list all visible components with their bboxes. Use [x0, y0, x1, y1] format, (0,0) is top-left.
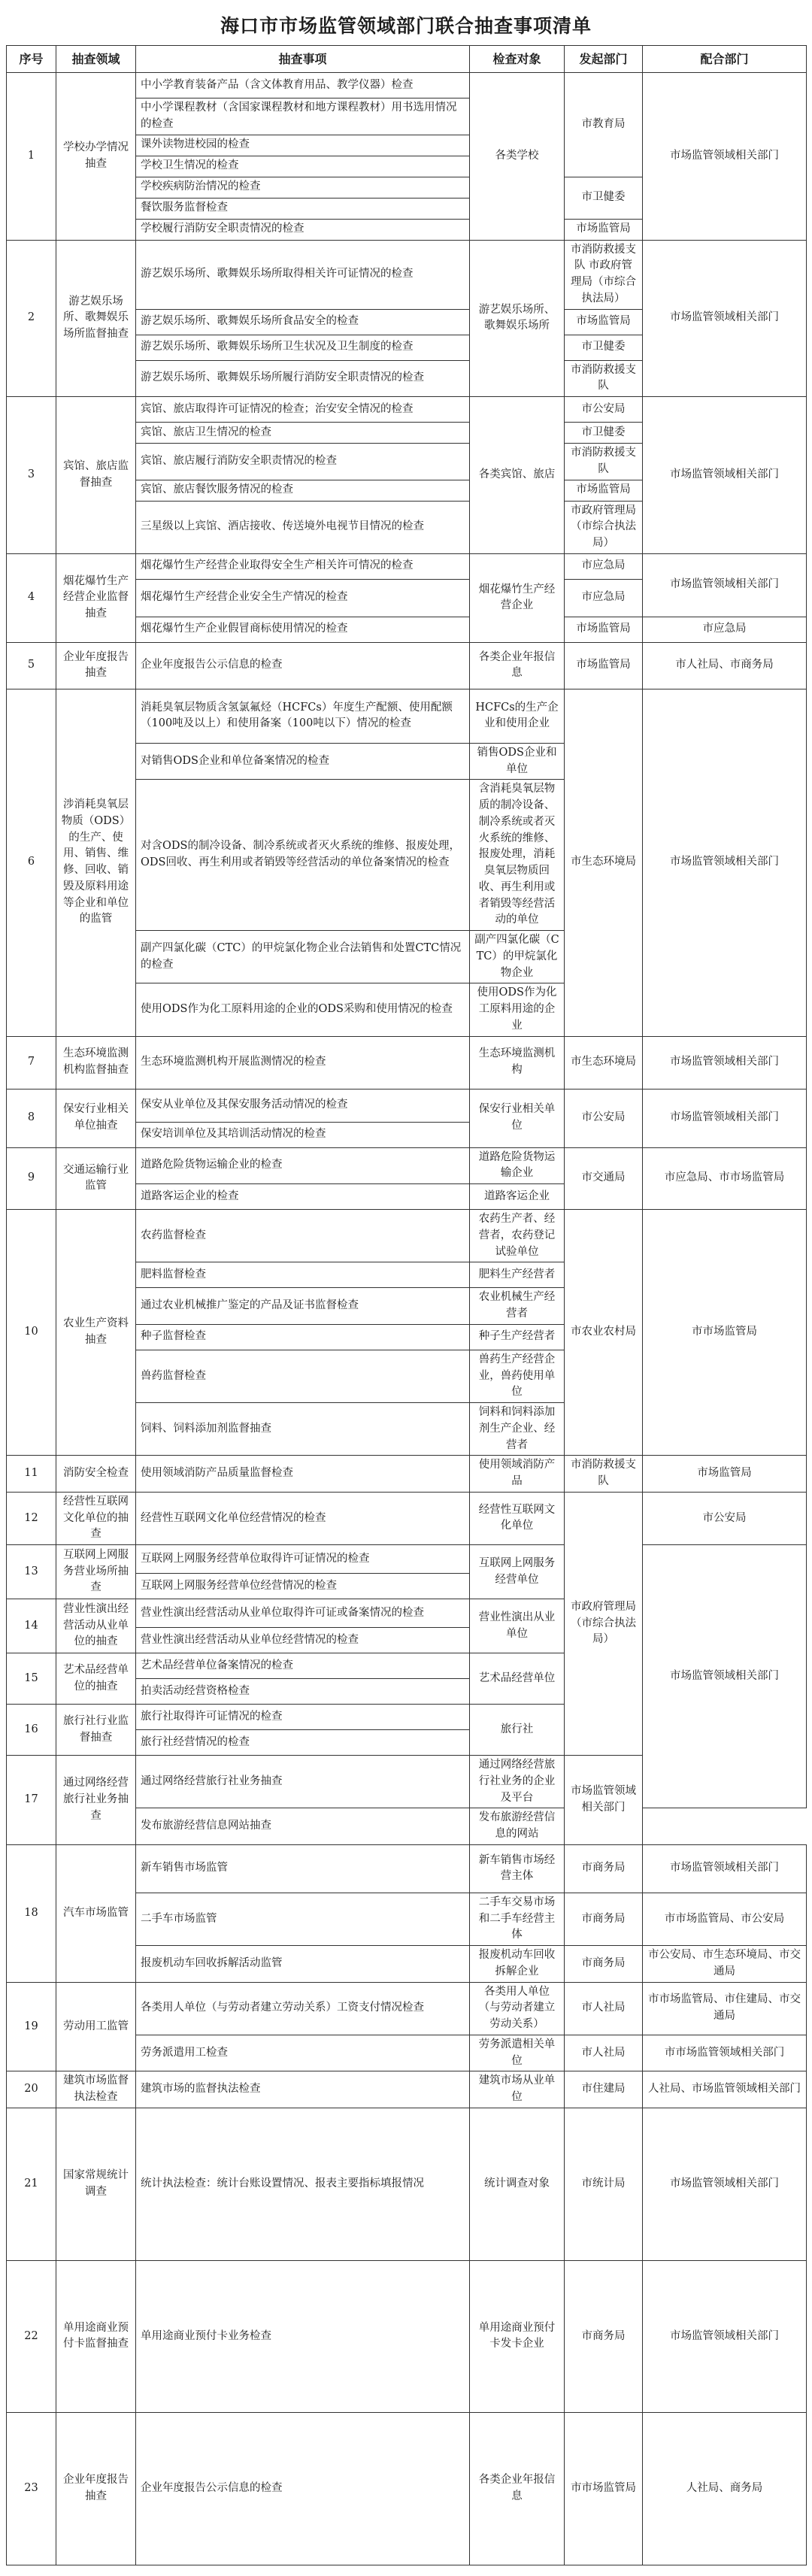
table-row	[7, 1844, 807, 1893]
table-cell: 市卫健委	[565, 335, 643, 360]
table-cell: 市公安局	[565, 1089, 643, 1147]
table-cell: 15	[7, 1653, 56, 1705]
table-cell: 市市场监管局	[643, 1210, 807, 1456]
table-cell: 副产四氯化碳（CTC）的甲烷氯化物企业	[470, 931, 565, 983]
table-row	[7, 642, 807, 689]
table-cell: 生态环境监测机构开展监测情况的检查	[136, 1036, 470, 1089]
table-cell: 4	[7, 553, 56, 642]
table-cell: 宾馆、旅店卫生情况的检查	[136, 423, 470, 444]
table-cell: 建筑市场监督执法检查	[56, 2071, 136, 2108]
table-cell: 建筑市场从业单位	[470, 2071, 565, 2108]
table-cell: 保安培训单位及其培训活动情况的检查	[136, 1122, 470, 1147]
header-item: 抽查事项	[136, 46, 470, 73]
table-cell: 游艺娱乐场所、歌舞娱乐场所食品安全的检查	[136, 309, 470, 335]
table-cell: 市卫健委	[565, 423, 643, 444]
table-cell: 学校履行消防安全职责情况的检查	[136, 219, 470, 240]
header-target: 检查对象	[470, 46, 565, 73]
table-cell: 8	[7, 1089, 56, 1147]
header-field: 抽查领域	[56, 46, 136, 73]
table-cell: 营业性演出经营活动从业单位的抽查	[56, 1599, 136, 1653]
table-cell: 市场监管领域相关部门	[643, 397, 807, 554]
table-cell: 拍卖活动经营资格检查	[136, 1679, 470, 1705]
table-cell: 烟花爆竹生产企业假冒商标使用情况的检查	[136, 617, 470, 642]
table-cell: 报废机动车回收拆解企业	[470, 1946, 565, 1983]
table-cell: 人社局、市场监管领域相关部门	[643, 2071, 807, 2108]
table-cell: 市场监管领域相关部门	[643, 1545, 807, 1808]
table-cell: 烟花爆竹生产经营企业监督抽查	[56, 553, 136, 642]
table-cell: 3	[7, 397, 56, 554]
table-cell: 发布旅游经营信息网站抽查	[136, 1808, 470, 1845]
table-row	[7, 2071, 807, 2108]
table-cell: 市场监管领域相关部门	[643, 1036, 807, 1089]
table-cell: 旅行社经营情况的检查	[136, 1730, 470, 1756]
table-row	[7, 689, 807, 743]
table-cell: 18	[7, 1844, 56, 1982]
table-cell: 市商务局	[565, 2260, 643, 2413]
table-cell: 道路危险货物运输企业的检查	[136, 1147, 470, 1184]
table-cell: 企业年度报告公示信息的检查	[136, 642, 470, 689]
table-cell: 各类学校	[470, 73, 565, 241]
table-cell: 消耗臭氧层物质含氢氯氟烃（HCFCs）年度生产配额、使用配额（100吨及以上）和使用备案（100吨以下）情况的检查	[136, 689, 470, 743]
table-cell: 市交通局	[565, 1147, 643, 1210]
table-cell: 16	[7, 1705, 56, 1756]
table-cell: 市人社局、市商务局	[643, 642, 807, 689]
table-row	[7, 1982, 807, 2035]
table-cell: 统计执法检查：统计台账设置情况、报表主要指标填报情况	[136, 2108, 470, 2260]
table-row	[7, 1147, 807, 1184]
table-row	[7, 1089, 807, 1122]
table-cell: 市消防救援支队	[565, 360, 643, 397]
table-cell: 市应急局	[643, 617, 807, 642]
table-cell: 通过农业机械推广鉴定的产品及证书监督检查	[136, 1288, 470, 1325]
table-cell: 保安从业单位及其保安服务活动情况的检查	[136, 1089, 470, 1122]
table-cell: 市场监管领域相关部门	[643, 553, 807, 617]
table-cell: 企业年度报告抽查	[56, 2413, 136, 2565]
table-cell: 兽药监督检查	[136, 1350, 470, 1402]
table-cell: 营业性演出从业单位	[470, 1599, 565, 1653]
table-row	[7, 240, 807, 309]
table-cell: 单用途商业预付卡发卡企业	[470, 2260, 565, 2413]
table-cell: 交通运输行业监管	[56, 1147, 136, 1210]
table-cell: 对含ODS的制冷设备、制冷系统或者灭火系统的维修、报废处理，ODS回收、再生利用或者销毁等经营活动的单位备案情况的检查	[136, 780, 470, 931]
table-cell: 通过网络经营旅行社业务的企业及平台	[470, 1756, 565, 1808]
table-cell: 营业性演出经营活动从业单位经营情况的检查	[136, 1628, 470, 1653]
table-cell: 市市场监管领域相关部门	[643, 2035, 807, 2071]
table-cell: 兽药生产经营企业，兽药使用单位	[470, 1350, 565, 1402]
table-cell: 市住建局	[565, 2071, 643, 2108]
table-cell: 市人社局	[565, 1982, 643, 2035]
table-cell: 市农业农村局	[565, 1210, 643, 1456]
table-cell: 23	[7, 2413, 56, 2565]
document-title: 海口市市场监管领域部门联合抽查事项清单	[220, 15, 592, 37]
table-cell: 餐饮服务监督检查	[136, 198, 470, 219]
table-cell: 种子生产经营者	[470, 1324, 565, 1350]
table-cell: 单用途商业预付卡监督抽查	[56, 2260, 136, 2413]
table-cell: 农药监督检查	[136, 1210, 470, 1262]
table-cell: HCFCs的生产企业和使用企业	[470, 689, 565, 743]
table-cell: 20	[7, 2071, 56, 2108]
table-cell: 各类企业年报信息	[470, 2413, 565, 2565]
table-cell: 饲料、饲料添加剂监督抽查	[136, 1403, 470, 1456]
table-cell: 14	[7, 1599, 56, 1653]
table-cell: 使用领域消防产品质量监督检查	[136, 1456, 470, 1493]
table-cell: 经营性互联网文化单位经营情况的检查	[136, 1492, 470, 1544]
table-cell: 宾馆、旅店监督抽查	[56, 397, 136, 554]
table-cell: 旅行社取得许可证情况的检查	[136, 1705, 470, 1730]
table-cell: 劳动用工监管	[56, 1982, 136, 2071]
table-cell: 统计调查对象	[470, 2108, 565, 2260]
table-cell: 22	[7, 2260, 56, 2413]
table-cell: 涉消耗臭氧层物质（ODS）的生产、使用、销售、维修、回收、销毁及原料用途等企业和单位的监管	[56, 689, 136, 1036]
table-cell: 中小学教育装备产品（含文体教育用品、教学仪器）检查	[136, 73, 470, 98]
table-cell: 经营性互联网文化单位的抽查	[56, 1492, 136, 1544]
table-cell: 企业年度报告公示信息的检查	[136, 2413, 470, 2565]
table-cell: 互联网上网服务经营单位取得许可证情况的检查	[136, 1545, 470, 1574]
table-cell: 宾馆、旅店餐饮服务情况的检查	[136, 480, 470, 501]
table-cell: 使用ODS作为化工原料用途的企业	[470, 983, 565, 1036]
table-cell: 宾馆、旅店取得许可证情况的检查；治安安全情况的检查	[136, 397, 470, 423]
table-cell: 各类用人单位（与劳动者建立劳动关系）	[470, 1982, 565, 2035]
table-cell: 游艺娱乐场所、歌舞娱乐场所取得相关许可证情况的检查	[136, 240, 470, 309]
table-cell: 游艺娱乐场所、歌舞娱乐场所卫生状况及卫生制度的检查	[136, 335, 470, 360]
table-cell: 肥料监督检查	[136, 1262, 470, 1288]
table-cell: 消防安全检查	[56, 1456, 136, 1493]
table-cell: 二手车市场监管	[136, 1893, 470, 1945]
table-cell: 互联网上网服务营业场所抽查	[56, 1545, 136, 1599]
table-cell: 各类用人单位（与劳动者建立劳动关系）工资支付情况检查	[136, 1982, 470, 2035]
table-cell: 市市场监管局、市公安局	[643, 1893, 807, 1945]
table-cell: 烟花爆竹生产经营企业	[470, 553, 565, 642]
table-cell: 市场监管局	[565, 309, 643, 335]
table-cell: 报废机动车回收拆解活动监管	[136, 1946, 470, 1983]
table-cell: 含消耗臭氧层物质的制冷设备、制冷系统或者灭火系统的维修、报废处理，消耗臭氧层物质回收、再生利用或者销毁等经营活动的单位	[470, 780, 565, 931]
table-cell: 道路危险货物运输企业	[470, 1147, 565, 1184]
table-cell: 市应急局	[565, 553, 643, 579]
table-cell: 单用途商业预付卡业务检查	[136, 2260, 470, 2413]
table-cell: 市生态环境局	[565, 689, 643, 1036]
table-cell: 市消防救援支队	[565, 1456, 643, 1493]
table-cell: 市消防救援支队 市政府管理局（市综合执法局）	[565, 240, 643, 309]
table-cell: 市教育局	[565, 73, 643, 177]
table-cell: 市政府管理局（市综合执法局）	[565, 501, 643, 553]
header-seq: 序号	[7, 46, 56, 73]
table-cell: 市场监管领域相关部门	[643, 73, 807, 241]
table-cell: 市场监管领域相关部门	[643, 1844, 807, 1893]
table-row	[7, 1036, 807, 1089]
table-cell: 旅行社行业监督抽查	[56, 1705, 136, 1756]
table-cell: 新车销售市场监管	[136, 1844, 470, 1893]
table-cell: 通过网络经营旅行社业务抽查	[56, 1756, 136, 1845]
table-cell: 17	[7, 1756, 56, 1845]
table-cell: 企业年度报告抽查	[56, 642, 136, 689]
table-cell: 学校疾病防治情况的检查	[136, 177, 470, 198]
table-cell: 旅行社	[470, 1705, 565, 1756]
table-cell: 9	[7, 1147, 56, 1210]
table-cell: 国家常规统计调查	[56, 2108, 136, 2260]
table-cell: 6	[7, 689, 56, 1036]
table-cell: 经营性互联网文化单位	[470, 1492, 565, 1544]
table-cell: 使用ODS作为化工原料用途的企业的ODS采购和使用情况的检查	[136, 983, 470, 1036]
table-cell: 市场监管局	[565, 642, 643, 689]
table-cell: 道路客运企业的检查	[136, 1184, 470, 1210]
table-cell: 农业生产资料抽查	[56, 1210, 136, 1456]
table-cell: 互联网上网服务经营单位	[470, 1545, 565, 1599]
header-initiator: 发起部门	[565, 46, 643, 73]
table-cell: 市消防救援支队	[565, 444, 643, 480]
table-cell: 10	[7, 1210, 56, 1456]
table-cell: 市商务局	[565, 1844, 643, 1893]
table-body	[7, 73, 807, 2565]
table-row	[7, 1210, 807, 1262]
table-cell: 保安行业相关单位抽查	[56, 1089, 136, 1147]
table-cell: 市政府管理局（市综合执法局）	[565, 1492, 643, 1755]
table-cell: 5	[7, 642, 56, 689]
table-header-row	[7, 46, 807, 73]
table-cell: 市卫健委	[565, 177, 643, 219]
table-row	[7, 397, 807, 423]
inspection-table	[6, 45, 807, 2565]
table-cell: 12	[7, 1492, 56, 1544]
table-cell: 学校办学情况抽查	[56, 73, 136, 241]
table-cell: 市场监管领域相关部门	[643, 240, 807, 397]
table-cell: 人社局、商务局	[643, 2413, 807, 2565]
table-cell: 市公安局	[643, 1492, 807, 1544]
table-cell: 互联网上网服务经营单位经营情况的检查	[136, 1574, 470, 1599]
table-cell: 建筑市场的监督执法检查	[136, 2071, 470, 2108]
table-cell: 农药生产者、经营者，农药登记试验单位	[470, 1210, 565, 1262]
table-cell: 烟花爆竹生产经营企业取得安全生产相关许可情况的检查	[136, 553, 470, 579]
table-cell: 劳务派遣相关单位	[470, 2035, 565, 2071]
table-cell: 游艺娱乐场所、歌舞娱乐场所履行消防安全职责情况的检查	[136, 360, 470, 397]
table-cell: 市场监管领域相关部门	[643, 2108, 807, 2260]
table-cell: 市商务局	[565, 1946, 643, 1983]
table-cell: 销售ODS企业和单位	[470, 743, 565, 780]
table-cell: 1	[7, 73, 56, 241]
table-cell: 种子监督检查	[136, 1324, 470, 1350]
table-cell: 对销售ODS企业和单位备案情况的检查	[136, 743, 470, 780]
table-cell: 课外读物进校园的检查	[136, 135, 470, 156]
header-cooperator: 配合部门	[643, 46, 807, 73]
table-cell: 通过网络经营旅行社业务抽查	[136, 1756, 470, 1808]
table-cell: 市场监管局	[565, 617, 643, 642]
table-cell: 游艺娱乐场所、歌舞娱乐场所监督抽查	[56, 240, 136, 397]
table-cell: 烟花爆竹生产经营企业安全生产情况的检查	[136, 579, 470, 617]
table-cell: 2	[7, 240, 56, 397]
table-cell: 副产四氯化碳（CTC）的甲烷氯化物企业合法销售和处置CTC情况的检查	[136, 931, 470, 983]
table-row	[7, 2108, 807, 2260]
table-cell: 市市场监管局、市住建局、市交通局	[643, 1982, 807, 2035]
table-row	[7, 553, 807, 579]
table-cell: 市商务局	[565, 1893, 643, 1945]
table-cell: 学校卫生情况的检查	[136, 156, 470, 177]
table-cell: 肥料生产经营者	[470, 1262, 565, 1288]
table-cell: 新车销售市场经营主体	[470, 1844, 565, 1893]
table-cell: 中小学课程教材（含国家课程教材和地方课程教材）用书选用情况的检查	[136, 98, 470, 135]
table-cell: 生态环境监测机构监督抽查	[56, 1036, 136, 1089]
table-cell: 市场监管领域相关部门	[565, 1756, 643, 1845]
table-cell: 市人社局	[565, 2035, 643, 2071]
table-cell: 19	[7, 1982, 56, 2071]
table-cell: 生态环境监测机构	[470, 1036, 565, 1089]
table-cell: 市场监管局	[643, 1456, 807, 1493]
table-cell: 二手车交易市场和二手车经营主体	[470, 1893, 565, 1945]
table-cell: 13	[7, 1545, 56, 1599]
table-cell: 汽车市场监管	[56, 1844, 136, 1982]
table-cell: 三星级以上宾馆、酒店接收、传送境外电视节目情况的检查	[136, 501, 470, 553]
table-row	[7, 2413, 807, 2565]
table-cell: 道路客运企业	[470, 1184, 565, 1210]
table-cell: 市生态环境局	[565, 1036, 643, 1089]
table-cell: 市场监管领域相关部门	[643, 1089, 807, 1147]
table-cell: 市场监管局	[565, 480, 643, 501]
table-row	[7, 1492, 807, 1544]
table-cell: 保安行业相关单位	[470, 1089, 565, 1147]
table-cell: 市场监管领域相关部门	[643, 689, 807, 1036]
table-row	[7, 2260, 807, 2413]
table-cell: 市场监管局	[565, 219, 643, 240]
table-cell: 发布旅游经营信息的网站	[470, 1808, 565, 1845]
table-cell: 市应急局、市市场监管局	[643, 1147, 807, 1210]
table-cell: 11	[7, 1456, 56, 1493]
table-cell: 农业机械生产经营者	[470, 1288, 565, 1325]
table-cell: 7	[7, 1036, 56, 1089]
table-cell: 使用领域消防产品	[470, 1456, 565, 1493]
table-cell: 市统计局	[565, 2108, 643, 2260]
table-cell: 艺术品经营单位备案情况的检查	[136, 1653, 470, 1679]
table-row	[7, 73, 807, 98]
table-cell: 游艺娱乐场所、歌舞娱乐场所	[470, 240, 565, 397]
table-cell: 艺术品经营单位	[470, 1653, 565, 1705]
table-cell: 各类企业年报信息	[470, 642, 565, 689]
table-cell: 各类宾馆、旅店	[470, 397, 565, 554]
table-cell: 市市场监管局	[565, 2413, 643, 2565]
table-cell: 市公安局	[565, 397, 643, 423]
table-cell: 宾馆、旅店履行消防安全职责情况的检查	[136, 444, 470, 480]
table-row	[7, 1456, 807, 1493]
table-cell: 艺术品经营单位的抽查	[56, 1653, 136, 1705]
table-cell: 市场监管领域相关部门	[643, 2260, 807, 2413]
table-row	[7, 1545, 807, 1574]
table-cell: 21	[7, 2108, 56, 2260]
table-cell: 市公安局、市生态环境局、市交通局	[643, 1946, 807, 1983]
table-cell: 市应急局	[565, 579, 643, 617]
table-cell: 饲料和饲料添加剂生产企业、经营者	[470, 1403, 565, 1456]
table-cell: 营业性演出经营活动从业单位取得许可证或备案情况的检查	[136, 1599, 470, 1628]
table-cell: 劳务派遣用工检查	[136, 2035, 470, 2071]
